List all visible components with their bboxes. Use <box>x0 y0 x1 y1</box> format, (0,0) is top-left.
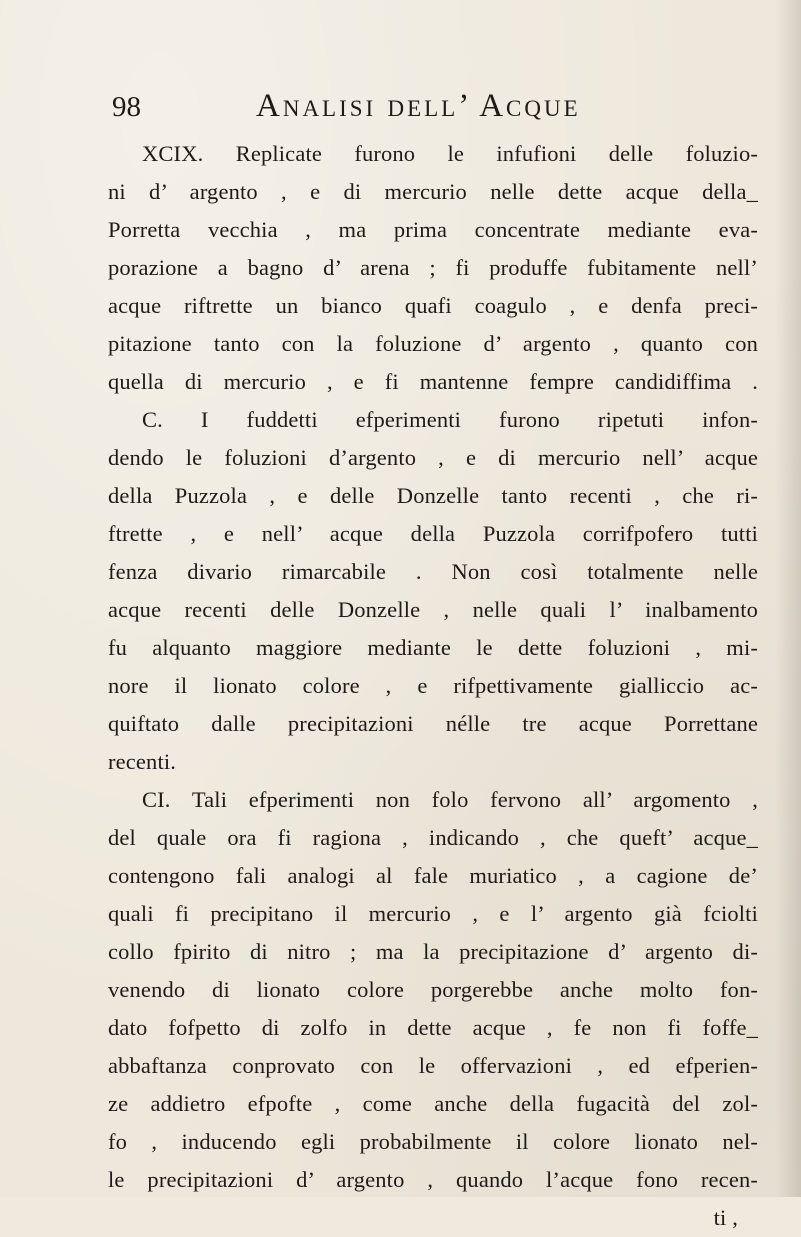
text-line: ze addietro efpofte , come anche della fugacità del zol- <box>108 1091 758 1116</box>
text-line: della Puzzola , e delle Donzelle tanto recenti , che ri- <box>108 483 758 508</box>
text-line: nore il lionato colore , e rifpettivamente gialliccio ac- <box>108 673 758 698</box>
text-line-paragraph-c-start: C. I fuddetti efperimenti furono ripetuti infon- <box>142 407 758 432</box>
text-line: ftrette , e nell’ acque della Puzzola corrifpofero tutti <box>108 521 758 546</box>
text-line: acque riftrette un bianco quafi coagulo , e denfa preci- <box>108 293 758 318</box>
body-text <box>108 135 758 1237</box>
page-number: 98 <box>112 91 141 123</box>
text-line-paragraph-end: recenti. <box>108 749 177 774</box>
catchword-line: ti , <box>713 1205 738 1230</box>
text-line: acque recenti delle Donzelle , nelle quali l’ inalbamento <box>108 597 758 622</box>
text-line: porazione a bagno d’ arena ; fi produffe fubitamente nell’ <box>108 255 758 280</box>
text-line: fenza divario rimarcabile . Non così totalmente nelle <box>108 559 758 584</box>
text-line: le precipitazioni d’ argento , quando l’acque fono recen- <box>108 1167 758 1192</box>
text-line: fu alquanto maggiore mediante le dette foluzioni , mi- <box>108 635 758 660</box>
text-line: quella di mercurio , e fi mantenne fempre candidiffima . <box>108 369 758 394</box>
text-line: pitazione tanto con la foluzione d’ argento , quanto con <box>108 331 758 356</box>
text-line: dendo le foluzioni d’argento , e di mercurio nell’ acque <box>108 445 758 470</box>
text-line: venendo di lionato colore porgerebbe anche molto fon- <box>108 977 758 1002</box>
text-line: Porretta vecchia , ma prima concentrate mediante eva- <box>108 217 758 242</box>
text-line: quali fi precipitano il mercurio , e l’ argento già fciolti <box>108 901 758 926</box>
text-line-paragraph-ci-start: CI. Tali efperimenti non folo fervono all’ argomento , <box>142 787 758 812</box>
running-title: Analisi dell’ Acque <box>256 88 581 124</box>
text-line-paragraph-xcix-start: XCIX. Replicate furono le infufioni delle foluzio- <box>142 141 758 166</box>
text-line: fo , inducendo egli probabilmente il colore lionato nel- <box>108 1129 758 1154</box>
page-edge-shadow <box>775 0 801 1197</box>
text-line: quiftato dalle precipitazioni nélle tre acque Porrettane <box>108 711 758 736</box>
text-line: collo fpirito di nitro ; ma la precipitazione d’ argento di- <box>108 939 758 964</box>
text-line: ni d’ argento , e di mercurio nelle dette acque della_ <box>108 179 758 204</box>
text-line: del quale ora fi ragiona , indicando , che queft’ acque_ <box>108 825 758 850</box>
running-head <box>112 88 632 124</box>
text-line: contengono fali analogi al fale muriatico , a cagione de’ <box>108 863 758 888</box>
text-line: abbaftanza conprovato con le offervazioni , ed efperien- <box>108 1053 758 1078</box>
text-line: dato fofpetto di zolfo in dette acque , fe non fi foffe_ <box>108 1015 758 1040</box>
